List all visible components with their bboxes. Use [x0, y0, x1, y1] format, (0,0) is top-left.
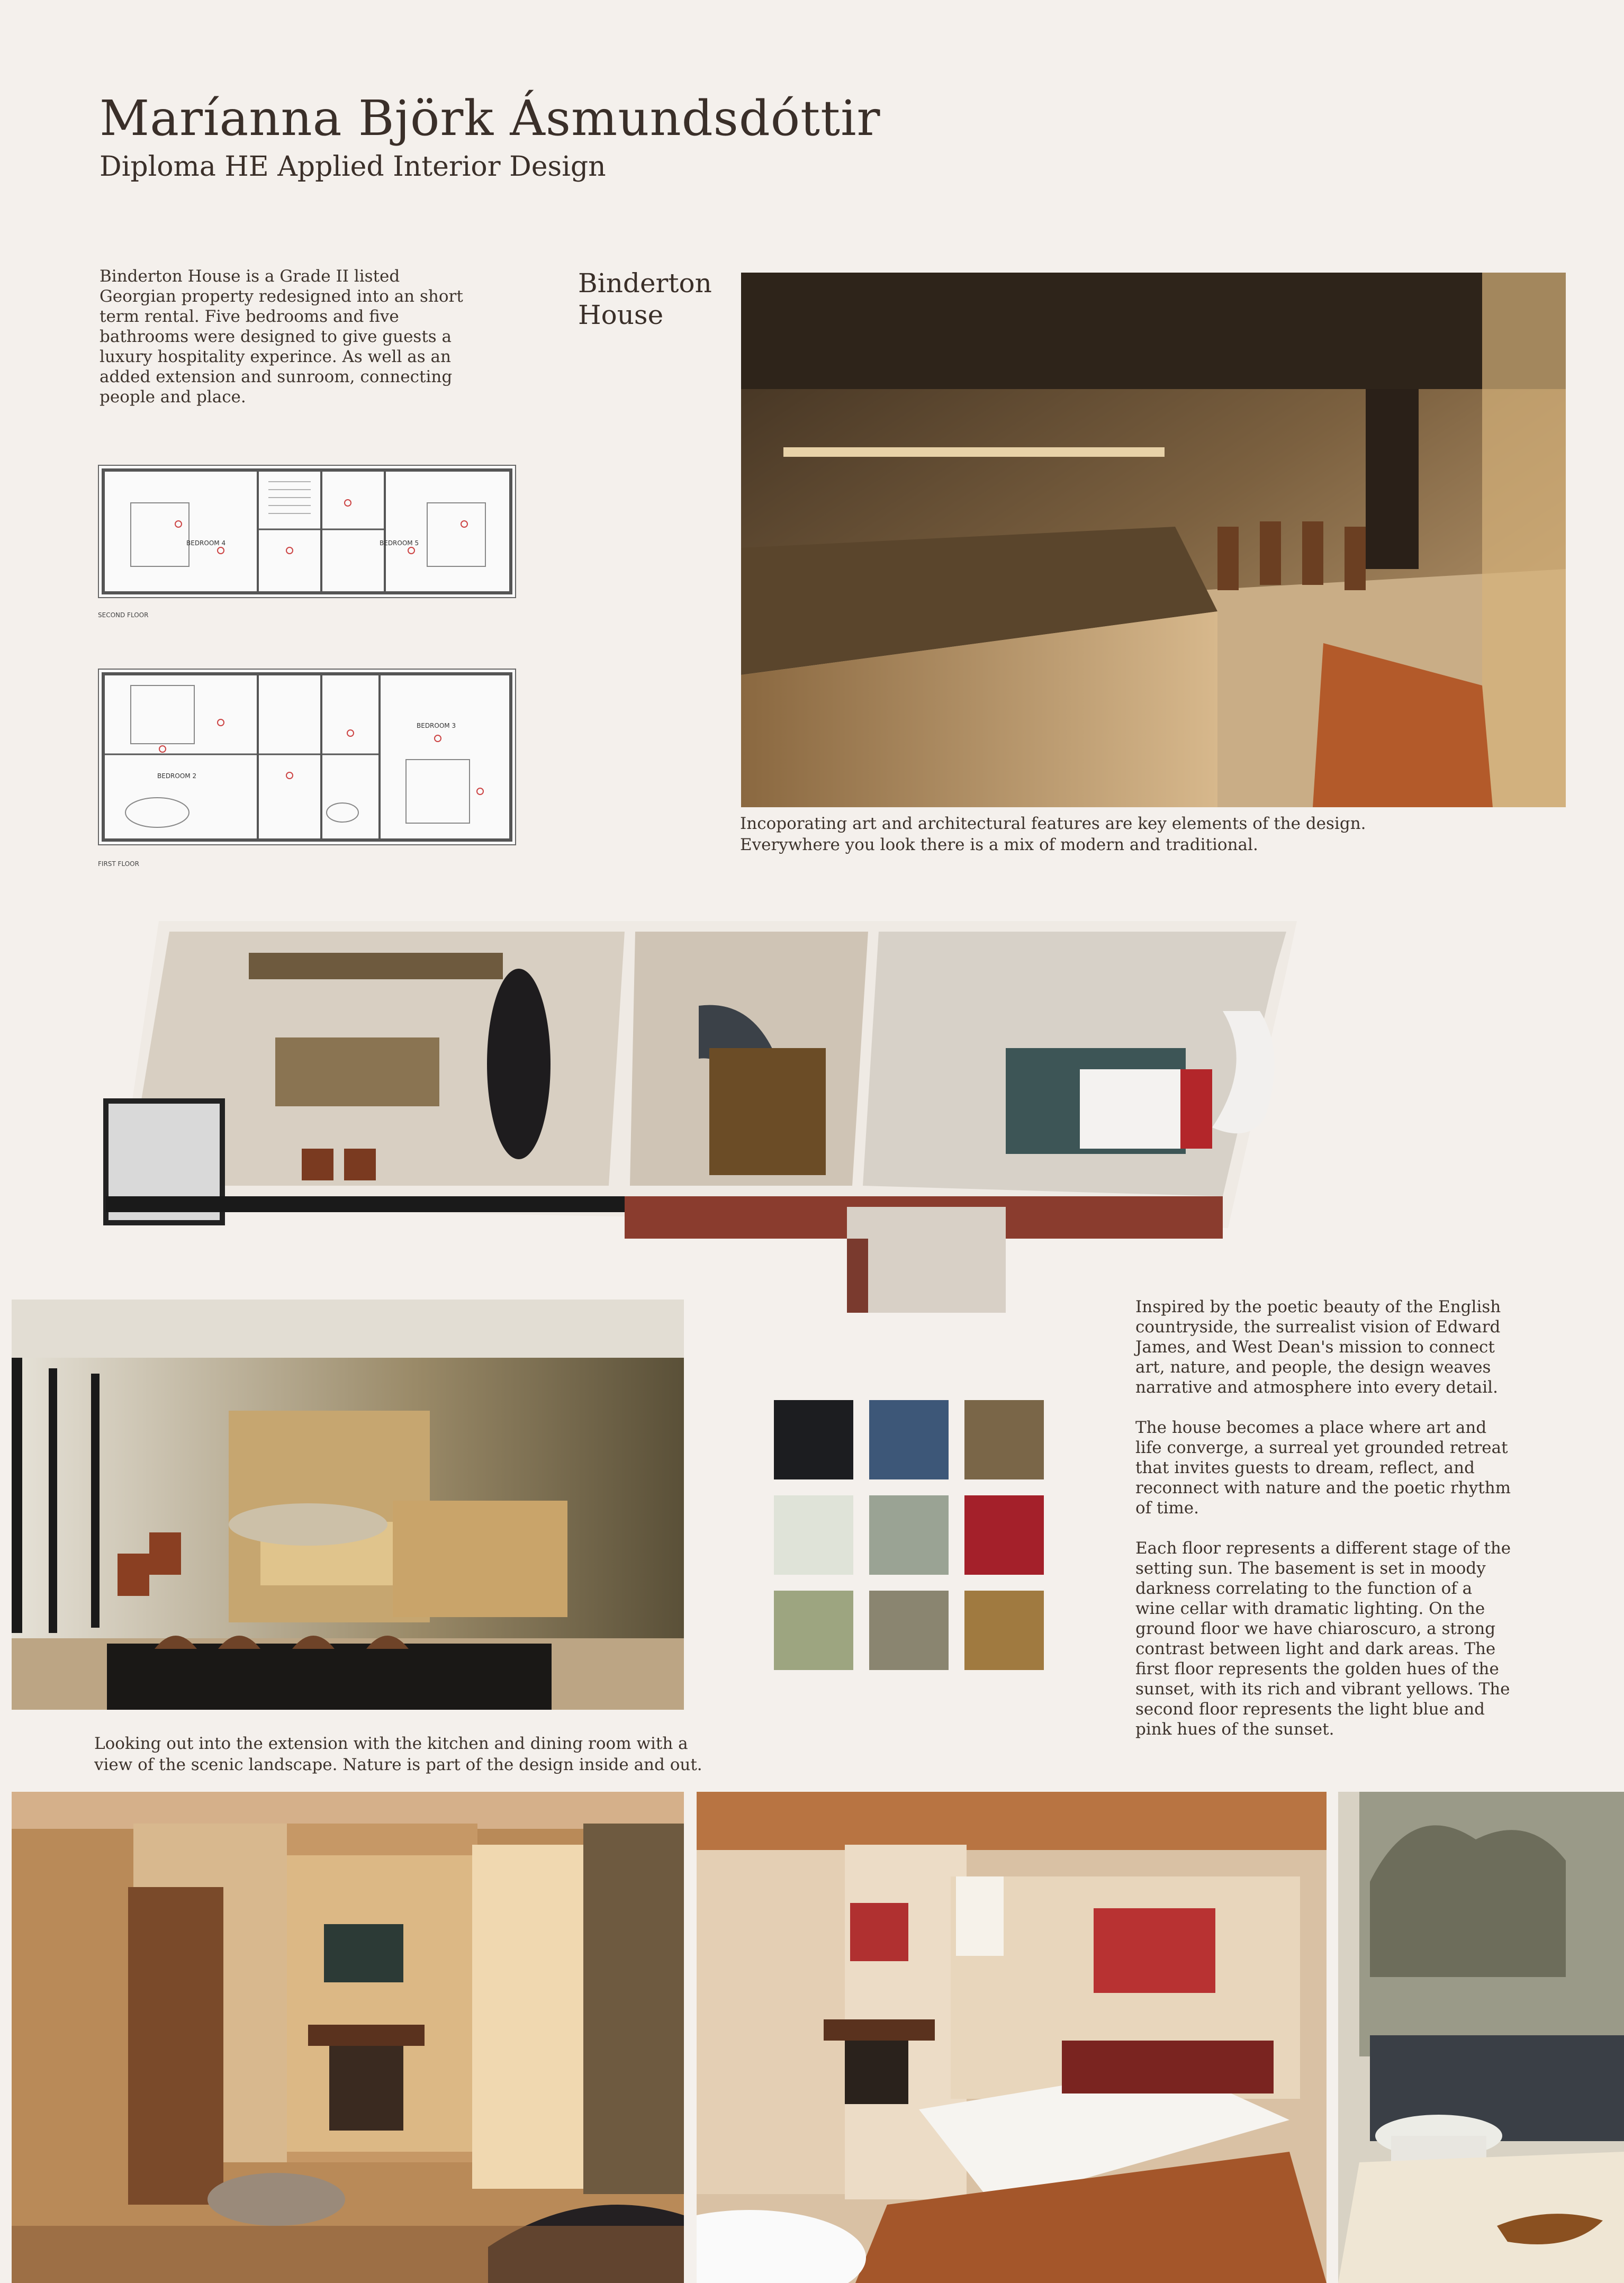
second-floor-label: SECOND FLOOR [98, 611, 149, 619]
ground-floor-axonometric [85, 910, 1313, 1313]
lounge-render-image [1338, 1792, 1624, 2283]
swatch-toile-scene [869, 1591, 949, 1670]
project-title-line-2: House [578, 300, 664, 330]
axonometric-model [85, 910, 1313, 1313]
swatch-grid [774, 1400, 1046, 1670]
material-board [774, 1400, 1046, 1673]
swatch-blue-velvet [869, 1400, 949, 1479]
bedroom-3-label: BEDROOM 3 [417, 722, 456, 729]
living-room-render [12, 1792, 684, 2283]
swatch-brass-switch [964, 1400, 1044, 1479]
second-floor-plan-drawing [99, 466, 515, 597]
second-floor-plan [98, 465, 516, 598]
concept-paragraph-2: The house becomes a place where art and life converge, a surreal yet grounded retreat that invites guests to dream, reflect, and reconnect with nature and the poetic rhythm of time. [1135, 1418, 1511, 1518]
concept-text [1135, 1297, 1511, 1759]
designer-name: Maríanna Björk Ásmundsdóttir [100, 90, 881, 147]
bedroom-2-label: BEDROOM 2 [157, 772, 197, 780]
first-floor-plan-drawing [99, 670, 515, 844]
swatch-green-stone [774, 1591, 853, 1670]
intro-paragraph: Binderton House is a Grade II listed Georgian property redesigned into an short term rental. Five bedrooms and five bathrooms were designed to give guests a luxury hospitality experince. As well as an added extension and sunroom, connecting people and place. [100, 267, 463, 407]
project-title-line-1: Binderton [578, 268, 712, 299]
living-room-render-image [12, 1792, 684, 2283]
concept-paragraph-3: Each floor represents a different stage of the setting sun. The basement is set in moody darkness correlating to the function of a wine cellar with dramatic lighting. On the ground floor we have chiaroscuro, a strong contrast between light and dark areas. The first floor represents the golden hues of the sunset, with its rich and vibrant yellows. The second floor represents the light blue and pink hues of the sunset. [1135, 1539, 1511, 1739]
extension-render [12, 1300, 684, 1710]
swatch-black-leather [774, 1400, 853, 1479]
bedroom-4-label: BEDROOM 4 [186, 539, 226, 547]
bedroom-render [697, 1792, 1327, 2283]
course-title: Diploma HE Applied Interior Design [100, 151, 606, 183]
kitchen-render [741, 273, 1566, 807]
concept-paragraph-1: Inspired by the poetic beauty of the English countryside, the surrealist vision of Edward James, and West Dean's mission to connect art, nature, and people, the design weaves narrative and atmosphere into every detail. [1135, 1297, 1501, 1397]
kitchen-render-image [741, 273, 1566, 807]
swatch-red-fabric [964, 1495, 1044, 1575]
bedroom-render-image [697, 1792, 1327, 2283]
extension-render-image [12, 1300, 684, 1710]
lounge-render [1338, 1792, 1624, 2283]
extension-caption-line-2: view of the scenic landscape. Nature is part of the design inside and out. [94, 1755, 702, 1774]
swatch-landscape-wallpaper [869, 1495, 949, 1575]
kitchen-caption-line-1: Incoporating art and architectural features are key elements of the design. [740, 814, 1366, 833]
extension-caption-line-1: Looking out into the extension with the kitchen and dining room with a [94, 1734, 688, 1753]
swatch-pale-green-texture [774, 1495, 853, 1575]
bedroom-5-label: BEDROOM 5 [380, 539, 419, 547]
first-floor-label: FIRST FLOOR [98, 860, 139, 868]
first-floor-plan [98, 669, 516, 845]
project-title [578, 267, 712, 331]
kitchen-caption-line-2: Everywhere you look there is a mix of modern and traditional. [740, 835, 1258, 854]
swatch-gold-fabric [964, 1591, 1044, 1670]
